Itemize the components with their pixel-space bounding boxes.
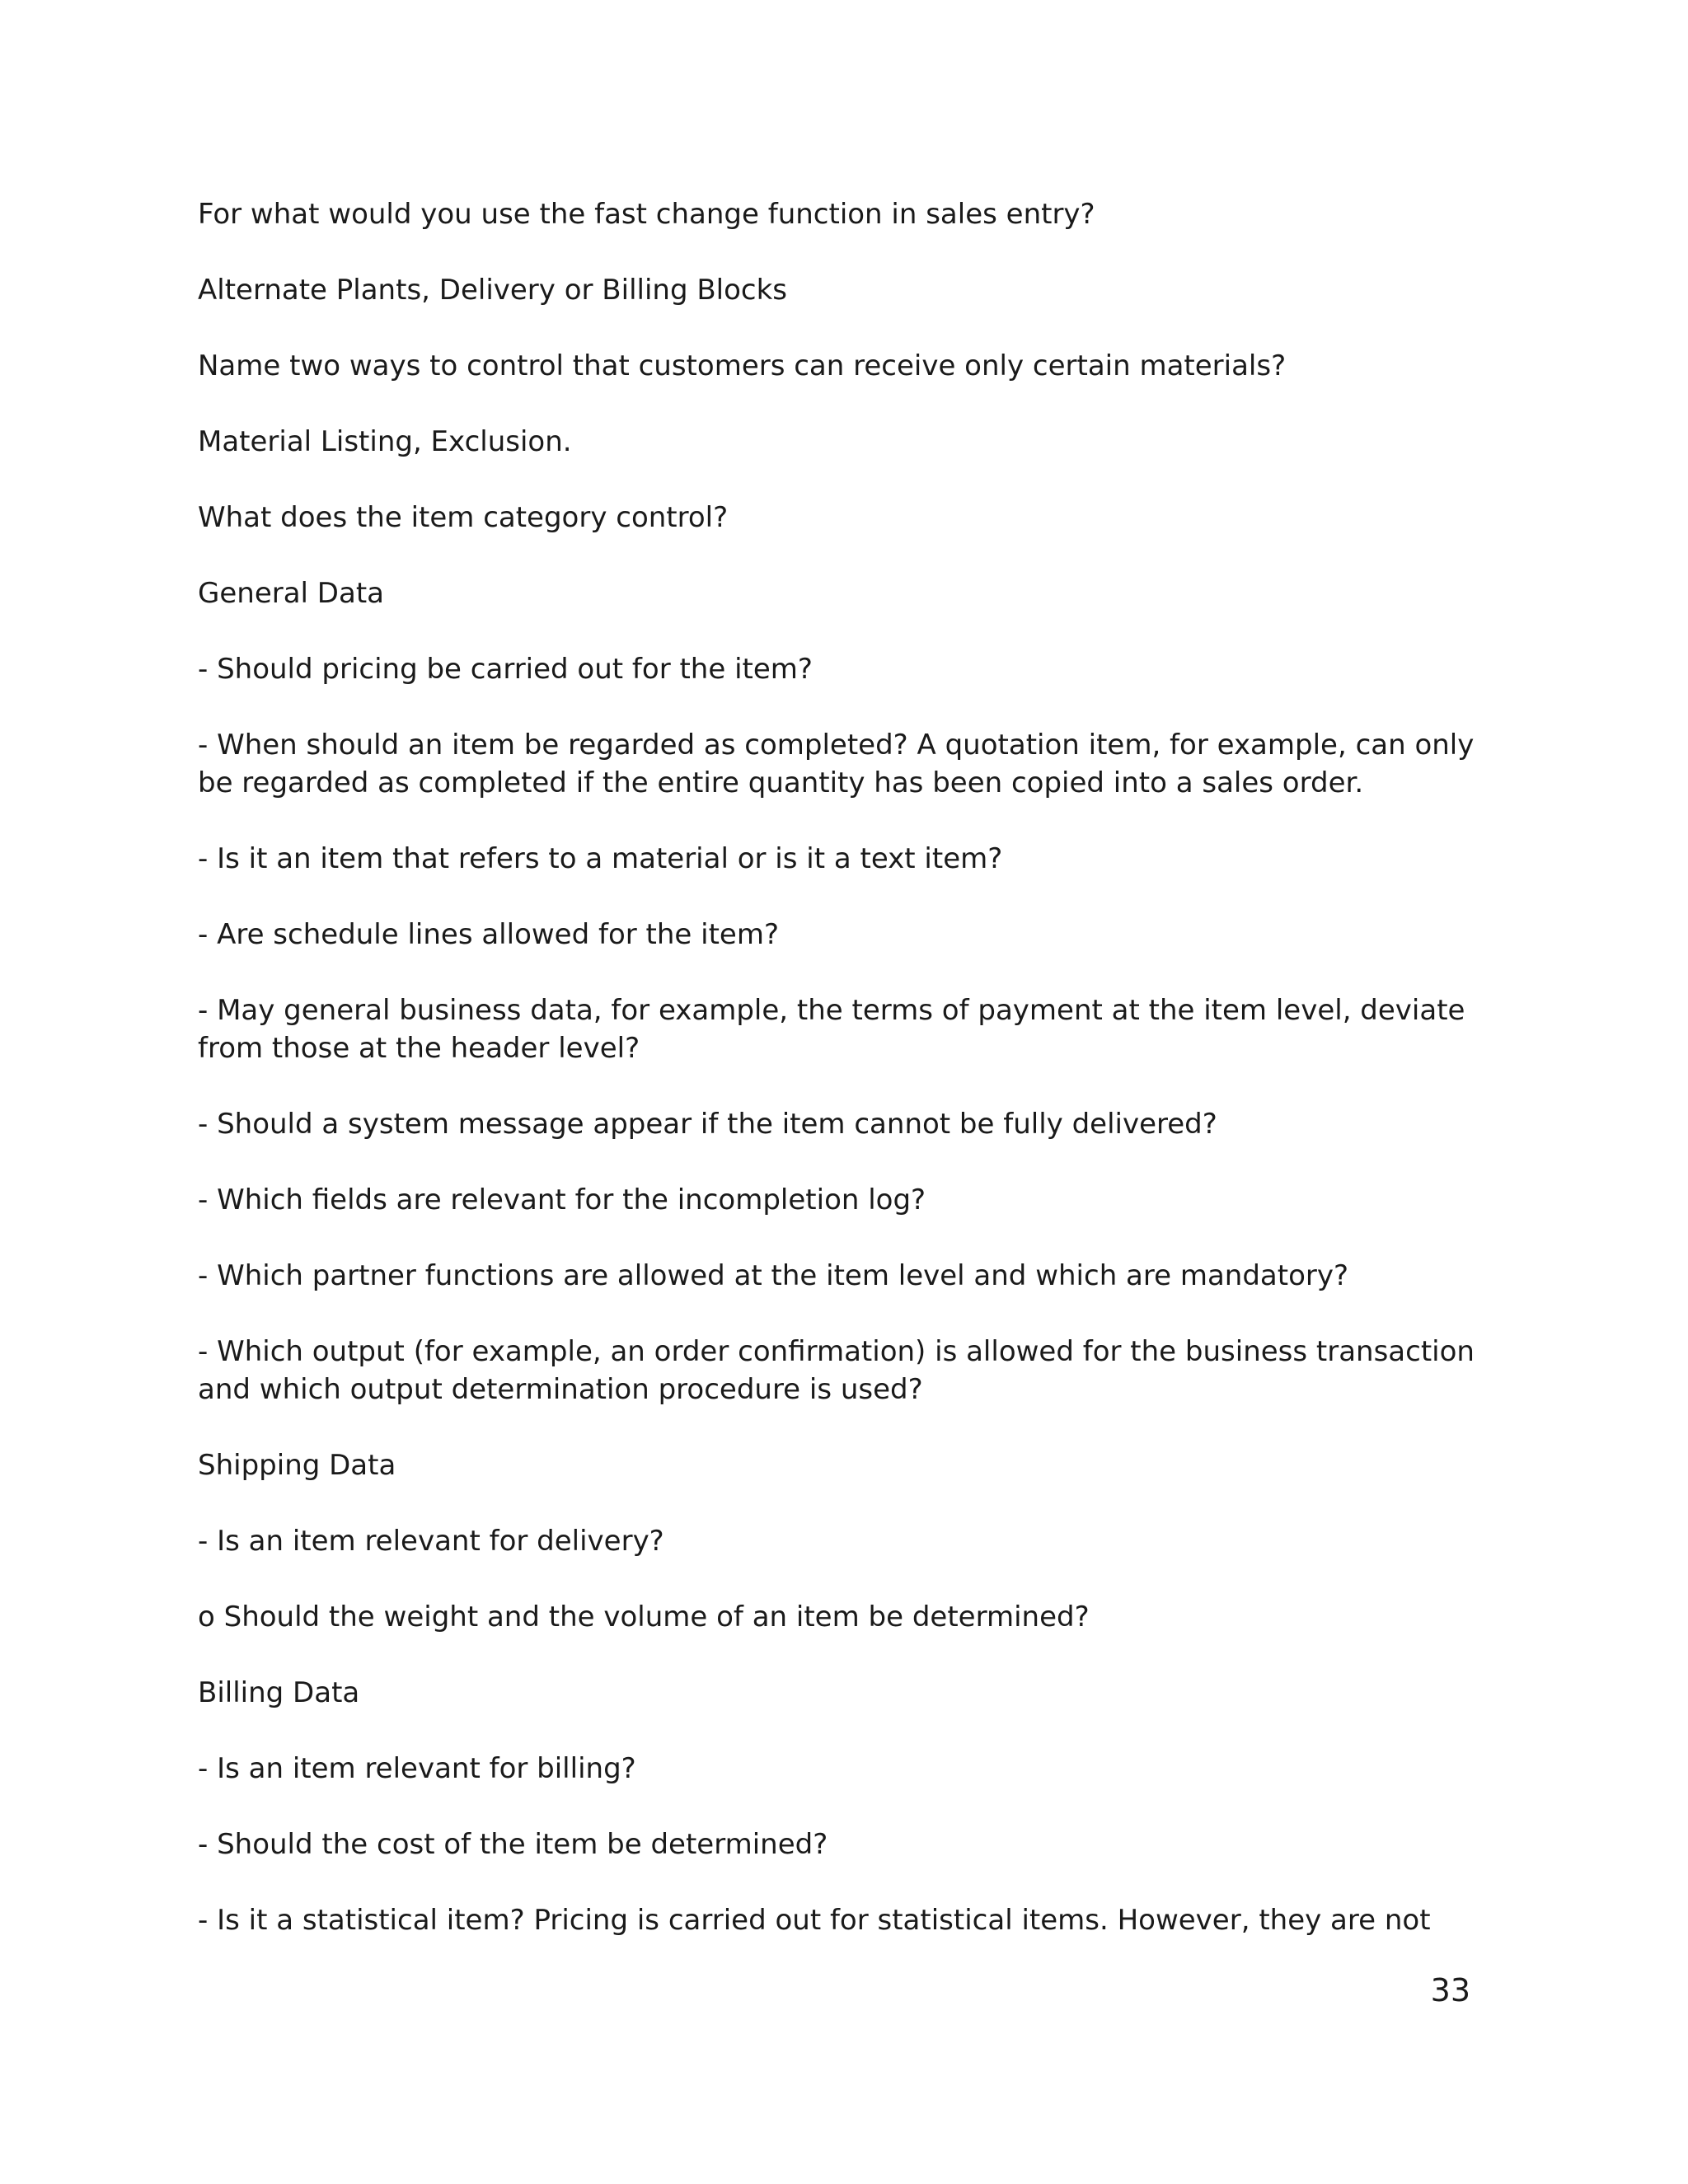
answer-fast-change: Alternate Plants, Delivery or Billing Blocks: [198, 274, 788, 307]
list-item: - Is an item relevant for delivery?: [198, 1525, 664, 1558]
list-item: - May general business data, for example, the terms of payment at the item level, deviate from those at the header level?: [198, 994, 1465, 1065]
list-item: o Should the weight and the volume of an item be determined?: [198, 1601, 1090, 1633]
section-heading-general-data: General Data: [198, 577, 384, 610]
list-item: - Are schedule lines allowed for the item?: [198, 918, 780, 951]
section-heading-shipping-data: Shipping Data: [198, 1449, 396, 1482]
list-item: - Should pricing be carried out for the item?: [198, 653, 813, 686]
list-item: - Which partner functions are allowed at the item level and which are mandatory?: [198, 1259, 1349, 1292]
list-item: - Is it an item that refers to a material or is it a text item?: [198, 842, 1003, 875]
page-number: 33: [1430, 1972, 1470, 2008]
question-fast-change: For what would you use the fast change function in sales entry?: [198, 198, 1095, 231]
list-item: - Is it a statistical item? Pricing is carried out for statistical items. However, they are not: [198, 1904, 1431, 1937]
list-item: - Should the cost of the item be determined?: [198, 1828, 828, 1861]
question-material-control: Name two ways to control that customers can receive only certain materials?: [198, 349, 1287, 382]
question-item-category: What does the item category control?: [198, 501, 729, 534]
answer-material-control: Material Listing, Exclusion.: [198, 425, 572, 458]
page-body: [198, 195, 1484, 1977]
list-item: - Which fields are relevant for the incompletion log?: [198, 1183, 926, 1216]
list-item: - Which output (for example, an order confirmation) is allowed for the business transaction and which output determination procedure is used?: [198, 1335, 1475, 1406]
section-heading-billing-data: Billing Data: [198, 1676, 360, 1709]
list-item: - When should an item be regarded as completed? A quotation item, for example, can only be regarded as completed if the entire quantity has been copied into a sales order.: [198, 729, 1475, 799]
list-item: - Is an item relevant for billing?: [198, 1752, 636, 1785]
list-item: - Should a system message appear if the item cannot be fully delivered?: [198, 1108, 1217, 1141]
